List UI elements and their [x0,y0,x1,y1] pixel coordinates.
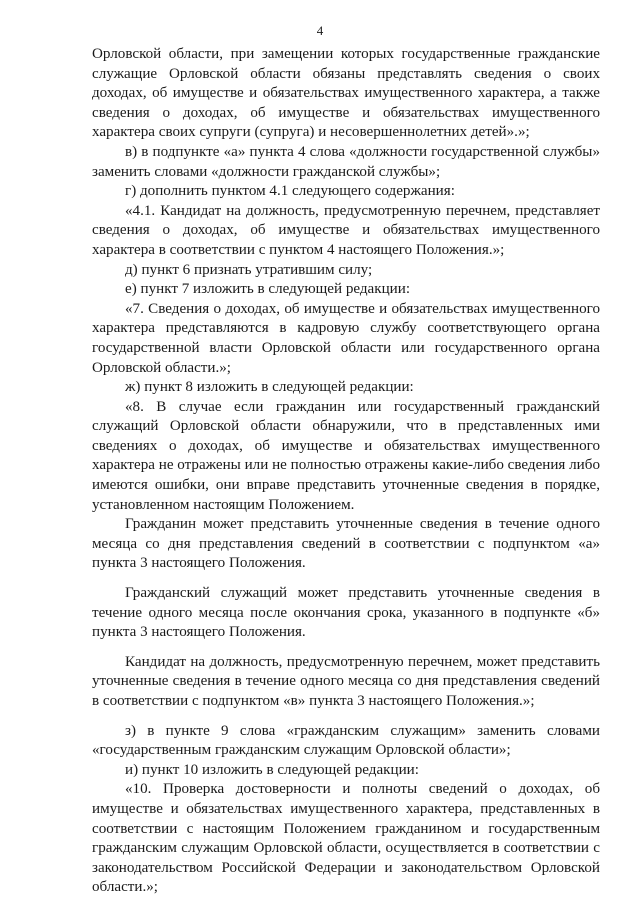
paragraph: в) в подпункте «а» пункта 4 слова «должности государственной службы» заменить словами «должности гражданской службы»; [92,143,600,180]
paragraph: з) в пункте 9 слова «гражданским служащим» заменить словами «государственным гражданским служащим Орловской области»; [92,722,600,759]
paragraph: Гражданский служащий может представить уточненные сведения в течение одного месяца после окончания срока, указанного в подпункте «б» пункта 3 настоящего Положения. [92,585,600,641]
paragraph: «4.1. Кандидат на должность, предусмотренную перечнем, представляет сведения о доходах, об имуществе и обязательствах имущественного характера в соответствии с пунктом 4 настоящего Положения.»; [92,202,600,258]
page-number: 4 [316,23,324,38]
paragraph: и) пункт 10 изложить в следующей редакции: [125,761,419,778]
paragraph: д) пункт 6 признать утратившим силу; [125,261,373,278]
paragraph: «7. Сведения о доходах, об имуществе и обязательствах имущественного характера представляются в кадровую службу соответствующего органа государственной власти Орловской области или государственного органа Орловской области.»; [92,300,600,376]
paragraph: е) пункт 7 изложить в следующей редакции: [125,281,411,298]
document-body [92,45,600,898]
paragraph: Орловской области, при замещении которых государственные гражданские служащие Орловской области обязаны представлять сведения о своих доходах, об имуществе и обязательствах имущественного характера, а также сведения о доходах, об имуществе и обязательствах имущественного характера своих супруги (супруга) и несовершеннолетних детей».»; [92,46,600,141]
paragraph: Кандидат на должность, предусмотренную перечнем, может представить уточненные сведения в течение одного месяца со дня представления сведений в соответствии с подпунктом «в» пункта 3 настоящего Положения.»; [92,653,600,709]
paragraph: «10. Проверка достоверности и полноты сведений о доходах, об имуществе и обязательствах имущественного характера, представленных в соответствии с настоящим Положением гражданином и государственным гражданским служащим Орловской области, осуществляется в соответствии с законодательством Российской Федерации и законодательством Орловской области.»; [92,781,600,896]
paragraph: Гражданин может представить уточненные сведения в течение одного месяца со дня представления сведений в соответствии с подпунктом «а» пункта 3 настоящего Положения. [92,516,600,572]
paragraph: ж) пункт 8 изложить в следующей редакции: [125,379,414,396]
paragraph: г) дополнить пунктом 4.1 следующего содержания: [125,183,455,200]
paragraph: «8. В случае если гражданин или государственный гражданский служащий Орловской области обнаружили, что в представленных ими сведениях о доходах, об имуществе и обязательствах имущественного характера не отражены или не полностью отражены какие-либо сведения либо имеются ошибки, они вправе представить уточненные сведения в порядке, установленном настоящим Положением. [92,398,600,513]
